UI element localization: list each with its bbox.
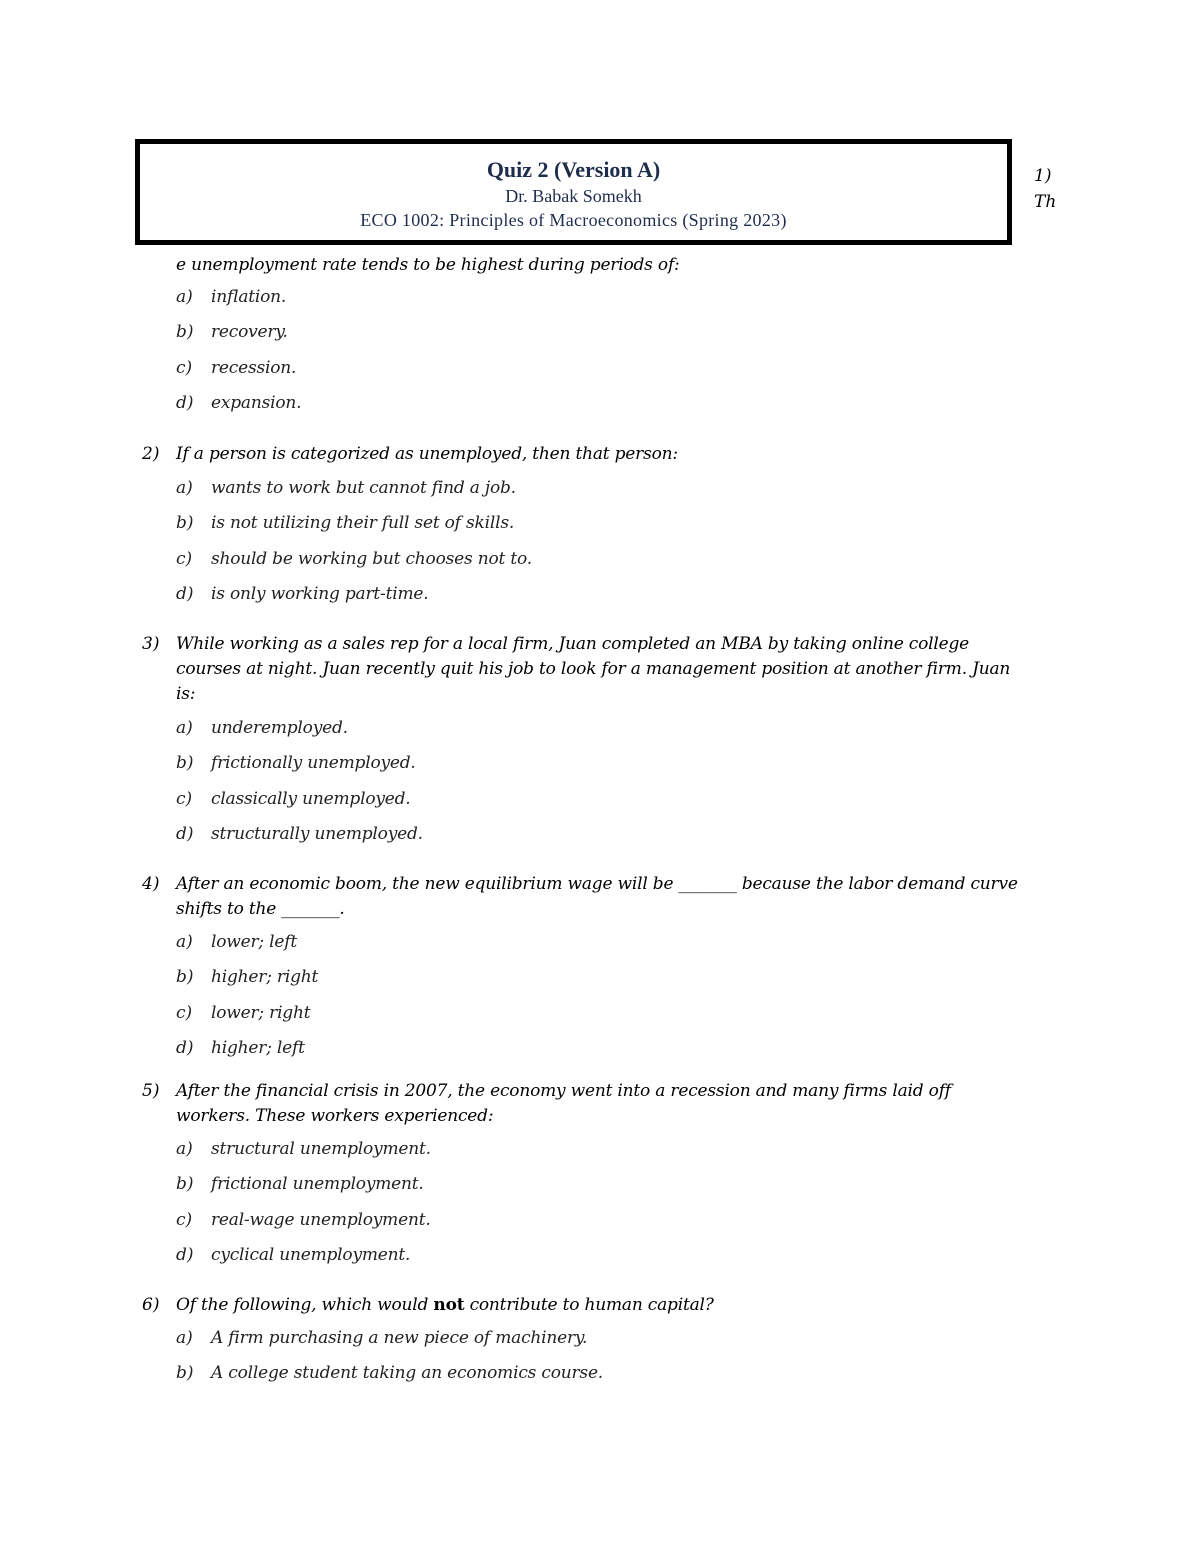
question-1-text: e unemployment rate tends to be highest during periods of: [176,255,680,275]
q6-option-text: A firm purchasing a new piece of machinery. [211,1328,588,1348]
question-4-line-2: shifts to the _______. [176,899,345,919]
q4-option-text: lower; right [211,1003,311,1023]
question-6-number: 6) [142,1295,160,1315]
q1-option-letter: a) [176,287,193,307]
q1-option-letter: d) [176,393,194,413]
q5-option-letter: d) [176,1245,194,1265]
q2-option-text: wants to work but cannot find a job. [211,478,516,498]
q1-option-letter: b) [176,322,194,342]
q4-option-letter: d) [176,1038,194,1058]
q3-option-letter: c) [176,789,193,809]
q6-option-letter: a) [176,1328,193,1348]
q2-option-letter: d) [176,584,194,604]
q6-option-letter: b) [176,1363,194,1383]
q3-option-letter: d) [176,824,194,844]
question-4-number: 4) [142,874,160,894]
q5-option-text: real-wage unemployment. [211,1210,431,1230]
question-5-line-1: After the financial crisis in 2007, the economy went into a recession and many firms laid off [176,1081,951,1101]
q2-option-letter: c) [176,549,193,569]
q5-option-text: frictional unemployment. [211,1174,424,1194]
q2-option-text: is not utilizing their full set of skills. [211,513,515,533]
question-3-number: 3) [142,634,160,654]
q5-option-letter: c) [176,1210,193,1230]
question-3-line-1: While working as a sales rep for a local firm, Juan completed an MBA by taking online college [176,634,970,654]
q5-option-text: structural unemployment. [211,1139,431,1159]
question-5-line-2: workers. These workers experienced: [176,1106,494,1126]
q4-option-letter: c) [176,1003,193,1023]
question-3-line-3: is: [176,684,196,704]
q1-option-letter: c) [176,358,193,378]
q3-option-text: classically unemployed. [211,789,411,809]
question-6-text-before: Of the following, which would [176,1295,434,1315]
q4-option-text: lower; left [211,932,297,952]
quiz-header-box [135,139,1012,245]
q2-option-text: should be working but chooses not to. [211,549,532,569]
q3-option-text: underemployed. [211,718,348,738]
q3-option-text: frictionally unemployed. [211,753,416,773]
question-6-text-after: contribute to human capital? [464,1295,714,1315]
q3-option-letter: b) [176,753,194,773]
question-6-text [176,1293,714,1318]
q3-option-text: structurally unemployed. [211,824,423,844]
q4-option-letter: b) [176,967,194,987]
q4-option-letter: a) [176,932,193,952]
q4-option-text: higher; right [211,967,319,987]
q5-option-letter: a) [176,1139,193,1159]
q5-option-letter: b) [176,1174,194,1194]
q2-option-text: is only working part-time. [211,584,429,604]
question-1-text-start: Th [1034,192,1057,212]
q2-option-letter: a) [176,478,193,498]
course-title: ECO 1002: Principles of Macroeconomics (Spring 2023) [360,210,787,230]
q5-option-text: cyclical unemployment. [211,1245,411,1265]
question-2-number: 2) [142,444,160,464]
question-3-line-2: courses at night. Juan recently quit his job to look for a management position at another firm. Juan [176,659,1011,679]
question-6-emphasis: not [433,1295,465,1315]
question-5-number: 5) [142,1081,160,1101]
q3-option-letter: a) [176,718,193,738]
instructor-name: Dr. Babak Somekh [505,186,642,206]
quiz-title: Quiz 2 (Version A) [486,157,661,182]
question-4-line-1: After an economic boom, the new equilibrium wage will be _______ because the labor demand curve [176,874,1018,894]
q1-option-text: recession. [211,358,297,378]
question-2-text: If a person is categorized as unemployed, then that person: [176,444,678,464]
q1-option-text: expansion. [211,393,302,413]
q4-option-text: higher; left [211,1038,305,1058]
question-1-number: 1) [1034,166,1052,186]
q1-option-text: recovery. [211,322,288,342]
q1-option-text: inflation. [211,287,287,307]
q6-option-text: A college student taking an economics course. [211,1363,604,1383]
q2-option-letter: b) [176,513,194,533]
